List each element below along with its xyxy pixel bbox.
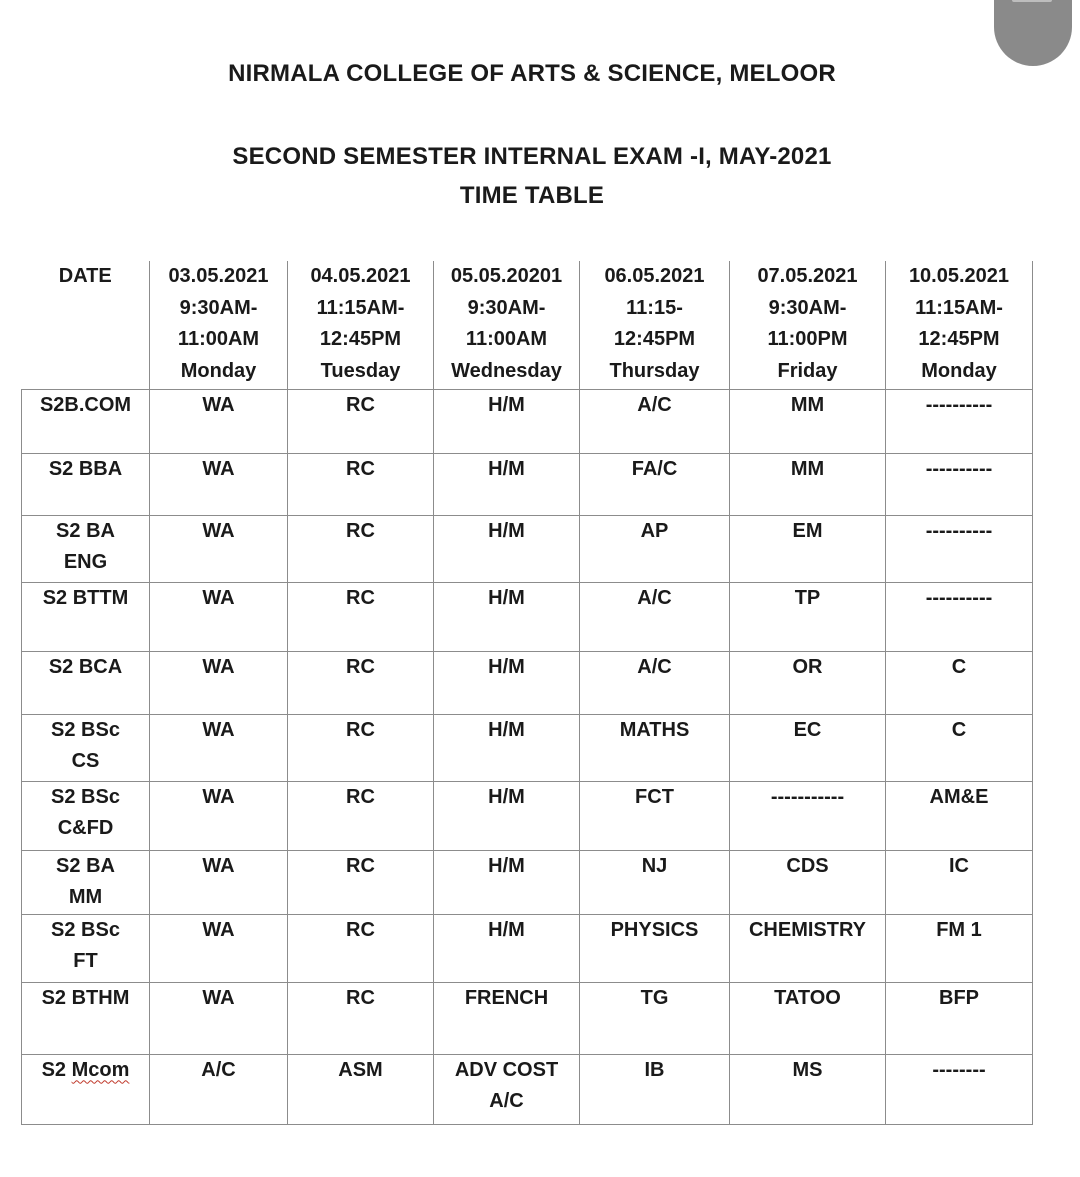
subject-code: ----------- xyxy=(770,785,845,808)
subject-code: IB xyxy=(644,1058,665,1081)
table-row xyxy=(22,714,1033,781)
header-time2: 11:00PM xyxy=(767,328,848,350)
subject-cell xyxy=(150,714,288,781)
class-name-cell xyxy=(22,781,150,850)
header-day: Thursday xyxy=(609,359,700,382)
subject-cell xyxy=(730,515,886,582)
header-day: Monday xyxy=(180,359,257,382)
subject-cell xyxy=(580,582,730,651)
class-name-cell xyxy=(22,389,150,453)
header-date: 06.05.2021 xyxy=(604,265,705,287)
header-time1: 9:30AM- xyxy=(467,296,546,319)
subject-cell xyxy=(288,1054,434,1124)
subject-cell xyxy=(580,781,730,850)
exam-title: SECOND SEMESTER INTERNAL EXAM -I, MAY-2021 xyxy=(232,143,832,170)
class-name-cell xyxy=(22,850,150,914)
subject-code: BFP xyxy=(939,986,979,1009)
class-name: FT xyxy=(73,950,98,972)
subject-code: CDS xyxy=(786,854,829,877)
subject-cell xyxy=(730,651,886,714)
class-name-cell xyxy=(22,453,150,515)
subject-code: EC xyxy=(793,718,822,741)
table-row xyxy=(22,389,1033,453)
subject-cell xyxy=(886,850,1033,914)
table-row xyxy=(22,914,1033,982)
subject-cell xyxy=(434,781,580,850)
subject-code: TP xyxy=(794,586,821,609)
subject-cell xyxy=(434,1054,580,1124)
class-name: MM xyxy=(68,886,103,908)
subject-cell xyxy=(580,914,730,982)
subject-cell xyxy=(150,1054,288,1124)
header-date: 10.05.2021 xyxy=(908,265,1010,287)
subject-code: WA xyxy=(202,655,235,678)
subject-code: FCT xyxy=(635,785,674,808)
header-date: 03.05.2021 xyxy=(168,265,269,287)
table-row xyxy=(22,1054,1033,1124)
subject-code: H/M xyxy=(488,854,525,877)
subject-code: H/M xyxy=(488,655,525,678)
subject-code: EM xyxy=(792,519,823,542)
subject-cell xyxy=(580,651,730,714)
exam-day-header xyxy=(730,261,886,389)
subject-cell xyxy=(730,781,886,850)
spellcheck-underline: Mcom xyxy=(71,1058,130,1081)
subject-cell xyxy=(150,389,288,453)
subject-cell xyxy=(288,651,434,714)
class-name: S2 BCA xyxy=(48,655,123,678)
class-name: S2 BA xyxy=(56,519,115,542)
subject-code: RC xyxy=(346,457,375,480)
timetable-subtitle: TIME TABLE xyxy=(459,182,605,209)
scrollbar-thumb[interactable] xyxy=(994,0,1072,66)
header-row xyxy=(22,261,1033,389)
subject-code: WA xyxy=(202,586,235,609)
subject-code: MM xyxy=(790,393,825,416)
subject-cell xyxy=(886,982,1033,1054)
subject-cell xyxy=(288,453,434,515)
subject-cell xyxy=(288,914,434,982)
exam-day-header xyxy=(288,261,434,389)
subject-cell xyxy=(730,453,886,515)
subject-code: WA xyxy=(202,785,235,808)
subject-code: NJ xyxy=(641,854,668,877)
subject-code: A/C xyxy=(201,1058,236,1081)
subject-code: WA xyxy=(202,457,235,480)
class-name: ENG xyxy=(63,551,108,573)
subject-cell xyxy=(580,515,730,582)
class-name-cell xyxy=(22,982,150,1054)
class-name-cell xyxy=(22,651,150,714)
subject-code: IC xyxy=(949,854,969,877)
header-time2: 11:00AM xyxy=(465,328,548,350)
header-time1: 9:30AM- xyxy=(179,296,258,319)
subject-cell xyxy=(730,714,886,781)
subject-cell xyxy=(434,914,580,982)
subject-code: WA xyxy=(202,718,235,741)
subject-code: RC xyxy=(346,655,375,678)
subject-code: ASM xyxy=(338,1058,383,1081)
table-row xyxy=(22,982,1033,1054)
class-name: C&FD xyxy=(57,817,114,839)
subject-cell xyxy=(434,389,580,453)
subject-cell xyxy=(434,582,580,651)
date-column-header xyxy=(22,261,150,389)
subject-cell xyxy=(886,781,1033,850)
subject-code: TG xyxy=(640,986,669,1009)
subject-cell xyxy=(886,453,1033,515)
class-name: S2 BSc xyxy=(51,718,120,741)
subject-code: RC xyxy=(346,718,375,741)
subject-cell xyxy=(150,515,288,582)
class-name: S2 BSc xyxy=(51,785,120,808)
subject-cell xyxy=(288,582,434,651)
subject-cell xyxy=(886,389,1033,453)
class-name-cell xyxy=(22,582,150,651)
class-name: S2 BTTM xyxy=(42,586,129,609)
subject-cell xyxy=(434,850,580,914)
subject-cell xyxy=(580,714,730,781)
subject-cell xyxy=(580,389,730,453)
subject-cell xyxy=(150,914,288,982)
header-day: Monday xyxy=(921,359,997,382)
subject-cell xyxy=(434,714,580,781)
exam-day-header xyxy=(886,261,1033,389)
subject-cell xyxy=(150,781,288,850)
class-name-cell xyxy=(22,714,150,781)
subject-cell xyxy=(150,453,288,515)
subject-cell xyxy=(730,582,886,651)
subject-code: RC xyxy=(346,918,375,941)
table-row xyxy=(22,850,1033,914)
subject-code: A/C xyxy=(637,586,672,609)
subject-code: H/M xyxy=(488,718,525,741)
subject-code: MATHS xyxy=(619,718,690,741)
subject-cell xyxy=(730,389,886,453)
exam-day-header xyxy=(150,261,288,389)
subject-cell xyxy=(886,1054,1033,1124)
subject-code: WA xyxy=(202,854,235,877)
header-time1: 11:15AM- xyxy=(915,296,1003,319)
subject-code: H/M xyxy=(488,785,525,808)
subject-code: ---------- xyxy=(925,586,993,609)
subject-cell xyxy=(730,982,886,1054)
subject-code: ---------- xyxy=(925,519,993,542)
class-name: CS xyxy=(71,750,100,772)
header-date: 07.05.2021 xyxy=(757,265,858,287)
subject-code: A/C xyxy=(637,393,672,416)
subject-code: PHYSICS xyxy=(610,918,699,941)
class-name-misspelled: S2 Mcom xyxy=(41,1058,130,1081)
subject-code: WA xyxy=(202,986,235,1009)
subject-code: ---------- xyxy=(925,457,993,480)
subject-code: WA xyxy=(202,918,235,941)
subject-cell xyxy=(580,850,730,914)
subject-cell xyxy=(886,582,1033,651)
class-name-cell xyxy=(22,1054,150,1124)
subject-cell xyxy=(580,982,730,1054)
college-title: NIRMALA COLLEGE OF ARTS & SCIENCE, MELOOR xyxy=(228,60,836,87)
subject-cell xyxy=(288,714,434,781)
subject-cell xyxy=(730,850,886,914)
subject-cell xyxy=(730,1054,886,1124)
class-name: S2 BBA xyxy=(48,457,123,480)
subject-code: H/M xyxy=(488,393,525,416)
class-name-cell xyxy=(22,515,150,582)
table-row xyxy=(22,453,1033,515)
subject-code: H/M xyxy=(488,457,525,480)
table-row xyxy=(22,582,1033,651)
class-name-cell xyxy=(22,914,150,982)
header-time2: 11:00AM xyxy=(177,328,260,350)
class-name: S2 BTHM xyxy=(41,986,130,1009)
subject-code: A/C xyxy=(637,655,672,678)
subject-code: RC xyxy=(346,586,375,609)
subject-code: ---------- xyxy=(925,393,993,416)
subject-cell xyxy=(886,515,1033,582)
subject-code: -------- xyxy=(932,1058,986,1081)
subject-cell xyxy=(150,982,288,1054)
subject-cell xyxy=(288,781,434,850)
subject-cell xyxy=(288,515,434,582)
header-day: Wednesday xyxy=(451,359,562,382)
timetable xyxy=(21,261,1033,1125)
subject-cell xyxy=(886,714,1033,781)
subject-code: A/C xyxy=(489,1090,524,1112)
subject-code: AP xyxy=(640,519,669,542)
subject-code: RC xyxy=(346,986,375,1009)
subject-cell xyxy=(288,389,434,453)
subject-cell xyxy=(580,453,730,515)
subject-cell xyxy=(434,515,580,582)
class-name: S2B.COM xyxy=(39,393,132,416)
subject-cell xyxy=(580,1054,730,1124)
subject-code: H/M xyxy=(488,519,525,542)
header-date: 05.05.20201 xyxy=(450,265,563,287)
subject-code: AM&E xyxy=(929,785,989,808)
subject-code: RC xyxy=(346,785,375,808)
scrollbar-grip-icon xyxy=(1012,0,1052,2)
subject-code: FM 1 xyxy=(936,918,982,941)
subject-code: FRENCH xyxy=(464,986,549,1009)
subject-cell xyxy=(288,982,434,1054)
header-time2: 12:45PM xyxy=(918,328,1000,350)
subject-code: CHEMISTRY xyxy=(748,918,867,941)
subject-cell xyxy=(886,914,1033,982)
table-row xyxy=(22,515,1033,582)
table-row xyxy=(22,651,1033,714)
subject-code: RC xyxy=(346,519,375,542)
exam-day-header xyxy=(580,261,730,389)
subject-cell xyxy=(150,582,288,651)
header-time2: 12:45PM xyxy=(613,328,696,350)
subject-code: TATOO xyxy=(774,986,841,1009)
subject-code: WA xyxy=(202,393,235,416)
header-time1: 11:15AM- xyxy=(316,296,405,319)
subject-code: MM xyxy=(790,457,825,480)
subject-code: H/M xyxy=(488,586,525,609)
subject-cell xyxy=(150,651,288,714)
header-day: Friday xyxy=(777,359,838,382)
subject-code: FA/C xyxy=(631,457,678,480)
subject-code: RC xyxy=(346,854,375,877)
subject-cell xyxy=(434,453,580,515)
subject-cell xyxy=(288,850,434,914)
subject-cell xyxy=(886,651,1033,714)
table-row xyxy=(22,781,1033,850)
exam-day-header xyxy=(434,261,580,389)
subject-cell xyxy=(434,982,580,1054)
date-label: DATE xyxy=(58,265,112,287)
subject-code: ADV COST xyxy=(454,1058,559,1081)
header-time2: 12:45PM xyxy=(319,328,402,350)
subject-code: C xyxy=(951,655,967,678)
header-time1: 9:30AM- xyxy=(768,296,847,319)
subject-cell xyxy=(150,850,288,914)
subject-code: WA xyxy=(202,519,235,542)
subject-code: RC xyxy=(346,393,375,416)
subject-code: OR xyxy=(792,655,823,678)
class-name: S2 BA xyxy=(56,854,115,877)
subject-code: MS xyxy=(792,1058,823,1081)
subject-cell xyxy=(730,914,886,982)
header-day: Tuesday xyxy=(320,359,401,382)
class-name: S2 BSc xyxy=(51,918,120,941)
header-date: 04.05.2021 xyxy=(310,265,411,287)
header-time1: 11:15- xyxy=(626,296,683,319)
subject-code: C xyxy=(951,718,967,741)
subject-cell xyxy=(434,651,580,714)
subject-code: H/M xyxy=(488,918,525,941)
